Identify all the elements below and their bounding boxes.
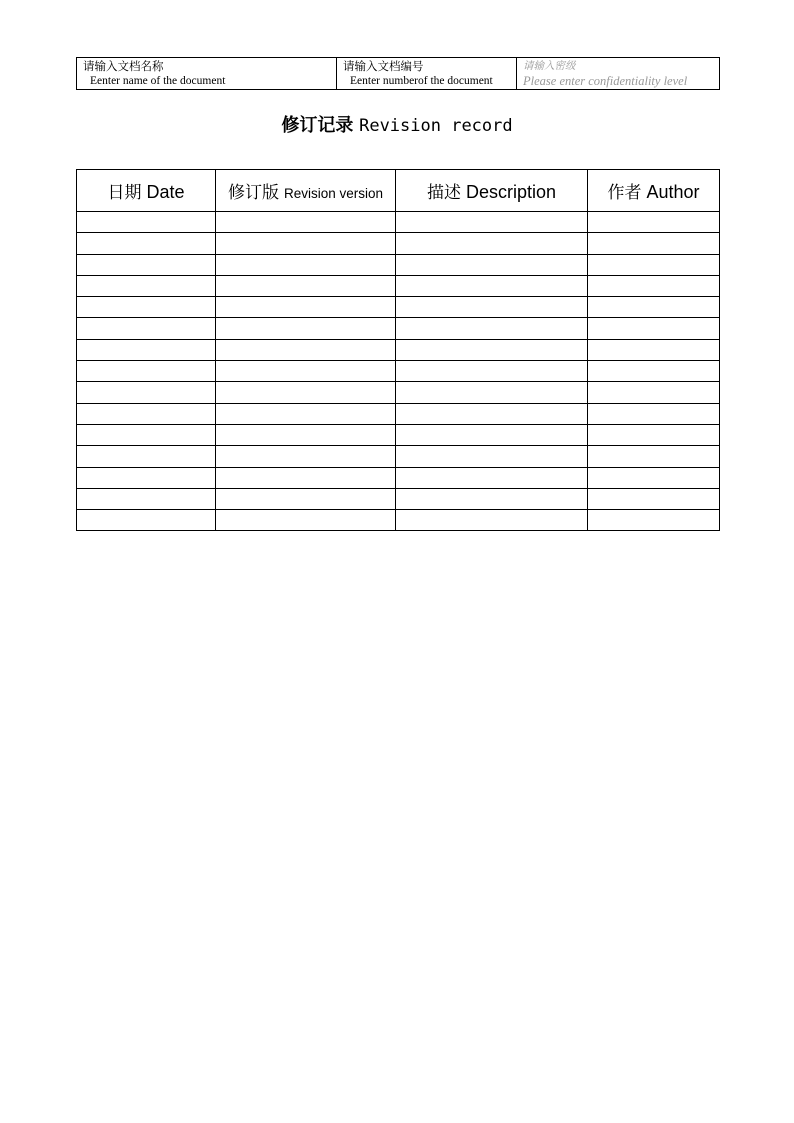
page-title-cn: 修订记录 <box>281 115 354 136</box>
cell-description[interactable] <box>396 233 588 254</box>
cell-date[interactable] <box>77 212 216 233</box>
document-number-field[interactable] <box>337 58 517 90</box>
cell-date[interactable] <box>77 403 216 424</box>
column-header-revision-version <box>216 170 396 212</box>
cell-description[interactable] <box>396 212 588 233</box>
cell-description[interactable] <box>396 254 588 275</box>
column-header-revision-version-en: Revision version <box>283 186 384 201</box>
cell-revision-version[interactable] <box>216 233 396 254</box>
column-header-revision-version-cn: 修订版 <box>227 183 279 203</box>
confidentiality-field[interactable] <box>517 58 720 90</box>
cell-date[interactable] <box>77 488 216 509</box>
cell-revision-version[interactable] <box>216 275 396 296</box>
document-name-field[interactable] <box>77 58 337 90</box>
cell-revision-version[interactable] <box>216 403 396 424</box>
cell-author[interactable] <box>588 510 720 531</box>
cell-revision-version[interactable] <box>216 318 396 339</box>
cell-author[interactable] <box>588 382 720 403</box>
cell-revision-version[interactable] <box>216 339 396 360</box>
table-row <box>77 212 720 233</box>
cell-description[interactable] <box>396 382 588 403</box>
cell-date[interactable] <box>77 446 216 467</box>
confidentiality-en: Please enter confidentiality level <box>523 74 688 88</box>
document-name-cn: 请输入文档名称 <box>83 59 164 73</box>
table-row <box>77 254 720 275</box>
cell-revision-version[interactable] <box>216 212 396 233</box>
cell-author[interactable] <box>588 488 720 509</box>
cell-description[interactable] <box>396 403 588 424</box>
cell-date[interactable] <box>77 424 216 445</box>
cell-author[interactable] <box>588 233 720 254</box>
revision-table <box>76 169 720 531</box>
confidentiality-cn: 请输入密级 <box>523 60 576 72</box>
cell-revision-version[interactable] <box>216 254 396 275</box>
cell-revision-version[interactable] <box>216 424 396 445</box>
cell-author[interactable] <box>588 254 720 275</box>
document-number-cn: 请输入文档编号 <box>343 59 424 73</box>
table-row <box>77 488 720 509</box>
page-title <box>0 114 794 138</box>
table-row <box>77 339 720 360</box>
cell-revision-version[interactable] <box>216 297 396 318</box>
cell-revision-version[interactable] <box>216 488 396 509</box>
cell-revision-version[interactable] <box>216 510 396 531</box>
column-header-date-cn: 日期 <box>107 183 142 203</box>
cell-date[interactable] <box>77 382 216 403</box>
cell-date[interactable] <box>77 254 216 275</box>
cell-author[interactable] <box>588 403 720 424</box>
cell-author[interactable] <box>588 339 720 360</box>
cell-author[interactable] <box>588 446 720 467</box>
table-row <box>77 297 720 318</box>
document-name-en: Eenter name of the document <box>90 75 226 87</box>
page-title-en: Revision record <box>359 116 513 136</box>
cell-description[interactable] <box>396 467 588 488</box>
column-header-author-cn: 作者 <box>607 183 642 203</box>
cell-revision-version[interactable] <box>216 361 396 382</box>
column-header-date <box>77 170 216 212</box>
cell-author[interactable] <box>588 361 720 382</box>
cell-description[interactable] <box>396 361 588 382</box>
cell-description[interactable] <box>396 488 588 509</box>
table-row <box>77 510 720 531</box>
cell-date[interactable] <box>77 297 216 318</box>
table-row <box>77 382 720 403</box>
cell-author[interactable] <box>588 212 720 233</box>
table-row <box>77 233 720 254</box>
column-header-description-en: Description <box>465 182 557 202</box>
table-row <box>77 275 720 296</box>
column-header-author <box>588 170 720 212</box>
column-header-date-en: Date <box>146 182 185 202</box>
cell-author[interactable] <box>588 297 720 318</box>
revision-table-header-row <box>77 170 720 212</box>
table-row <box>77 446 720 467</box>
cell-description[interactable] <box>396 424 588 445</box>
cell-description[interactable] <box>396 318 588 339</box>
column-header-description <box>396 170 588 212</box>
document-header <box>76 57 720 90</box>
cell-date[interactable] <box>77 510 216 531</box>
cell-description[interactable] <box>396 446 588 467</box>
cell-author[interactable] <box>588 275 720 296</box>
cell-date[interactable] <box>77 233 216 254</box>
revision-table-body <box>77 212 720 531</box>
cell-date[interactable] <box>77 467 216 488</box>
table-row <box>77 361 720 382</box>
cell-date[interactable] <box>77 318 216 339</box>
cell-date[interactable] <box>77 275 216 296</box>
column-header-description-cn: 描述 <box>426 183 461 203</box>
cell-description[interactable] <box>396 297 588 318</box>
cell-author[interactable] <box>588 424 720 445</box>
cell-date[interactable] <box>77 361 216 382</box>
cell-description[interactable] <box>396 510 588 531</box>
table-row <box>77 424 720 445</box>
document-header-row <box>77 58 720 90</box>
cell-description[interactable] <box>396 339 588 360</box>
cell-description[interactable] <box>396 275 588 296</box>
table-row <box>77 318 720 339</box>
table-row <box>77 467 720 488</box>
cell-revision-version[interactable] <box>216 467 396 488</box>
document-number-en: Eenter numberof the document <box>350 75 493 87</box>
cell-date[interactable] <box>77 339 216 360</box>
cell-author[interactable] <box>588 318 720 339</box>
column-header-author-en: Author <box>646 182 700 202</box>
cell-revision-version[interactable] <box>216 382 396 403</box>
cell-author[interactable] <box>588 467 720 488</box>
cell-revision-version[interactable] <box>216 446 396 467</box>
table-row <box>77 403 720 424</box>
